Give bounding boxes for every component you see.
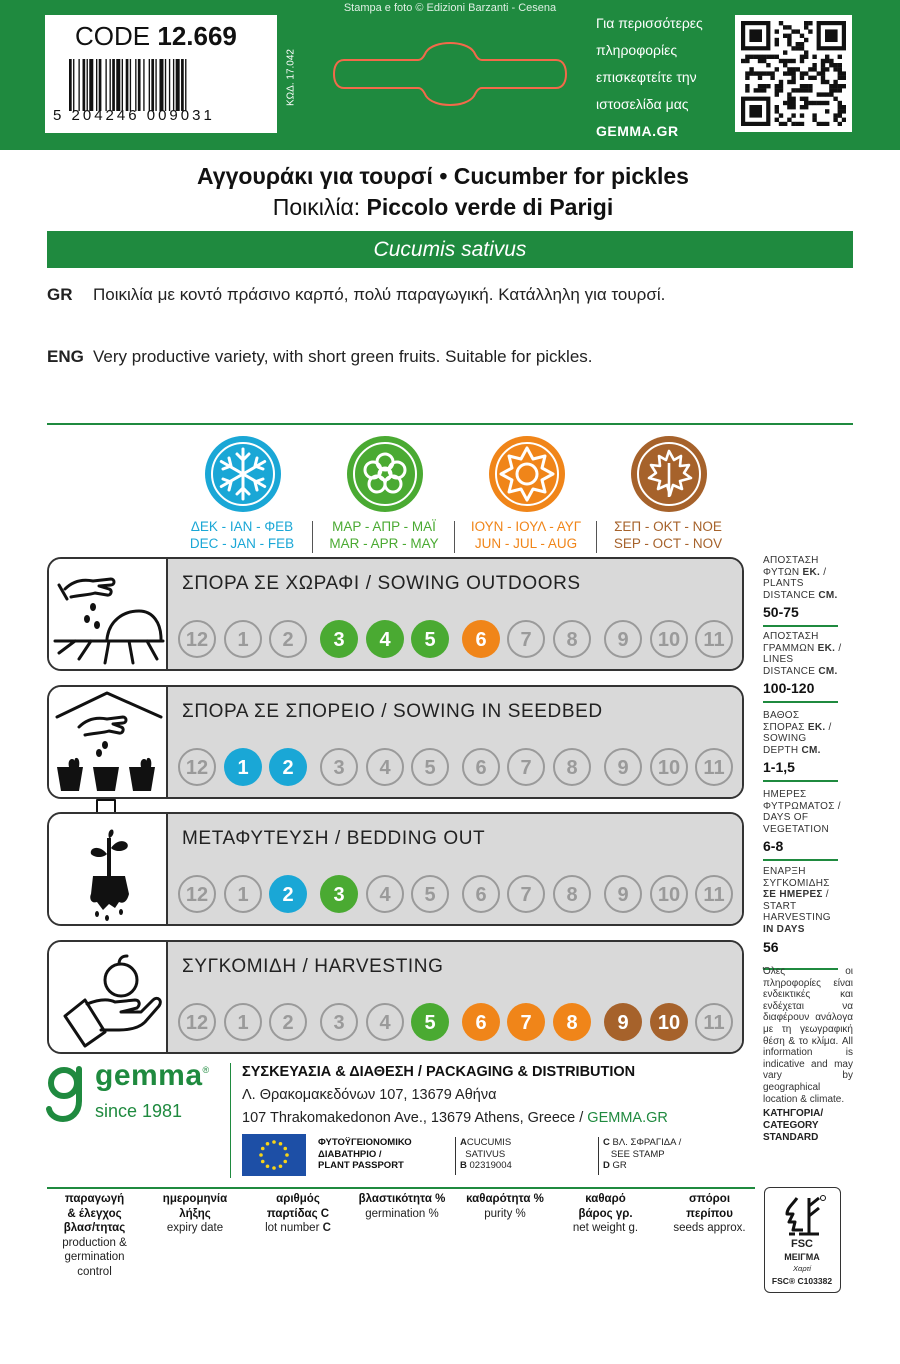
sowing-outdoors-panel: [168, 559, 742, 669]
month-1: 1: [224, 620, 262, 658]
fsc-tree-icon: [773, 1194, 833, 1238]
description-en: ENG Very productive variety, with short green fruits. Suitable for pickles.: [47, 347, 593, 366]
plant-passport-cd: C ΒΛ. ΣΦΡΑΓΙΔΑ / SEE STAMP D GR: [598, 1137, 681, 1175]
parameter-value: 1-1,5: [763, 759, 795, 776]
month-7: 7: [507, 620, 545, 658]
batch-field-1: ημερομηνία λήξης expiry date: [162, 1193, 228, 1234]
season-separator: [454, 521, 455, 553]
season-separator: [312, 521, 313, 553]
month-5: 5: [411, 748, 449, 786]
batch-field-5: καθαρό βάρος γρ. net weight g.: [572, 1193, 639, 1234]
variety-line: Ποικιλία: Piccolo verde di Parigi: [272, 194, 614, 220]
month-4: 4: [366, 1003, 404, 1041]
category: ΚΑΤΗΓΟΡΙΑ/ CATEGORY STANDARD: [763, 1108, 824, 1143]
parameter-value: 50-75: [763, 604, 799, 621]
month-1-active: 1: [224, 748, 262, 786]
divider: [763, 625, 838, 627]
printer-credit: Stampa e foto © Edizioni Barzanti - Cesena: [343, 2, 557, 14]
month-11: 11: [695, 875, 733, 913]
month-1: 1: [224, 875, 262, 913]
month-7-active: 7: [507, 1003, 545, 1041]
month-1: 1: [224, 1003, 262, 1041]
season-separator: [596, 521, 597, 553]
plant-passport-ab: ACUCUMIS SATIVUS B 02319004: [455, 1137, 512, 1175]
parameter-3: ΗΜΕΡΕΣ ΦΥΤΡΩΜΑΤΟΣ / DAYS OF VEGETATION 6-8: [763, 789, 843, 854]
month-10: 10: [650, 748, 688, 786]
bedding-out-panel: [168, 814, 742, 924]
divider: [47, 423, 853, 425]
latin-name: Cucumis sativus: [373, 238, 527, 261]
month-3: 3: [320, 1003, 358, 1041]
packaging-title: ΣΥΣΚΕΥΑΣΙΑ & ΔΙΑΘΕΣΗ / PACKAGING & DISTRIBUTION: [242, 1064, 636, 1080]
eu-flag-icon: [242, 1134, 306, 1176]
month-10: 10: [650, 620, 688, 658]
address-en: 107 Thrakomakedonon Ave., 13679 Athens, Greece / GEMMA.GR: [242, 1110, 668, 1126]
batch-field-0: παραγωγή & έλεγχος βλασ/τητας production & germination control: [62, 1193, 127, 1278]
address-gr: Λ. Θρακομακεδόνων 107, 13679 Αθήνα: [242, 1087, 497, 1103]
month-2-active: 2: [269, 748, 307, 786]
gemma-logo-icon: [45, 1063, 85, 1127]
month-6: 6: [462, 875, 500, 913]
harvest-hand-icon: [49, 942, 168, 1052]
leaf-icon: [630, 435, 708, 513]
month-5-active: 5: [411, 620, 449, 658]
month-4: 4: [366, 875, 404, 913]
divider: [763, 780, 838, 782]
month-3-active: 3: [320, 875, 358, 913]
parameter-value: 56: [763, 938, 779, 955]
divider: [230, 1063, 231, 1178]
month-5: 5: [411, 875, 449, 913]
sowing-field-icon: [49, 559, 168, 669]
row-bedding-out: [47, 812, 744, 926]
variety-name: Piccolo verde di Parigi: [366, 194, 614, 220]
month-8: 8: [553, 875, 591, 913]
month-3-active: 3: [320, 620, 358, 658]
qr-code[interactable]: [735, 15, 852, 132]
activity-title: ΣΠΟΡΑ ΣΕ ΧΩΡΑΦΙ / SOWING OUTDOORS: [182, 573, 581, 594]
disclaimer: Όλες οι πληροφορίες είναι ενδεικτικές και ενδέχεται να διαφέρουν ανάλογα με τη γεωγραφική θέση & το κλίμα. All information is indicative and may vary by geographical location & climate.: [763, 966, 853, 1105]
activity-title: ΣΠΟΡΑ ΣΕ ΣΠΟΡΕΙΟ / SOWING IN SEEDBED: [182, 701, 603, 722]
website-link[interactable]: GEMMA.GR: [596, 123, 679, 139]
product-code: [75, 21, 237, 52]
seedbed-icon: [49, 687, 168, 797]
sun-icon: [488, 435, 566, 513]
month-6-active: 6: [462, 1003, 500, 1041]
month-5-active: 5: [411, 1003, 449, 1041]
description-gr: GR Ποικιλία με κοντό πράσινο καρπό, πολύ παραγωγική. Κατάλληλη για τουρσί.: [47, 285, 666, 304]
month-2: 2: [269, 1003, 307, 1041]
harvesting-panel: [168, 942, 742, 1052]
month-4: 4: [366, 748, 404, 786]
month-10: 10: [650, 875, 688, 913]
month-2: 2: [269, 620, 307, 658]
month-4-active: 4: [366, 620, 404, 658]
row-sowing-seedbed: [47, 685, 744, 799]
month-11: 11: [695, 1003, 733, 1041]
batch-field-6: σπόροι περίπου seeds approx.: [673, 1193, 746, 1234]
month-7: 7: [507, 875, 545, 913]
website-link[interactable]: GEMMA.GR: [587, 1110, 668, 1126]
month-12: 12: [178, 748, 216, 786]
row-harvesting: [47, 940, 744, 1054]
month-9: 9: [604, 620, 642, 658]
product-title: Αγγουράκι για τουρσί • Cucumber for pickles: [197, 163, 689, 189]
month-11: 11: [695, 620, 733, 658]
month-2-active: 2: [269, 875, 307, 913]
month-12: 12: [178, 620, 216, 658]
flower-icon: [346, 435, 424, 513]
divider: [763, 859, 838, 861]
month-7: 7: [507, 748, 545, 786]
batch-field-2: αριθμός παρτίδας C lot number C: [265, 1193, 331, 1234]
parameter-1: ΑΠΟΣΤΑΣΗ ΓΡΑΜΜΩΝ ΕΚ. / LINES DISTANCE CM. 100-120: [763, 631, 842, 697]
header-band: [0, 0, 900, 150]
batch-field-3: βλαστικότητα % germination %: [358, 1193, 446, 1220]
month-12: 12: [178, 1003, 216, 1041]
code-number: 12.669: [157, 21, 237, 51]
fsc-badge: FSC ΜΕΙΓΜΑ Χαρτί FSC® C103382: [764, 1187, 841, 1293]
brand-name: gemma®: [95, 1059, 210, 1092]
barcode-label: [45, 15, 277, 133]
snowflake-icon: [204, 435, 282, 513]
month-9-active: 9: [604, 1003, 642, 1041]
month-9: 9: [604, 875, 642, 913]
latin-name-band: [47, 231, 853, 268]
barcode-icon: [69, 55, 269, 115]
more-info: Για περισσότερες πληροφορίες επισκεφτείτε την ιστοσελίδα μας GEMMA.GR: [596, 10, 731, 145]
brand-since: since 1981: [95, 1101, 183, 1121]
parameter-4: ΕΝΑΡΞΗ ΣΥΓΚΟΜΙΔΗΣ ΣΕ ΗΜΕΡΕΣ / START HARVESTING IN DAYS 56: [763, 866, 843, 955]
month-12: 12: [178, 875, 216, 913]
month-8: 8: [553, 620, 591, 658]
kod-code: ΚΩΔ. 17.042: [285, 49, 297, 106]
batch-field-4: καθαρότητα % purity %: [466, 1193, 544, 1220]
month-3: 3: [320, 748, 358, 786]
code-label: CODE: [75, 21, 151, 51]
qr-code-icon: [741, 21, 846, 126]
month-10-active: 10: [650, 1003, 688, 1041]
row-sowing-outdoors: [47, 557, 744, 671]
activity-title: ΣΥΓΚΟΜΙΔΗ / HARVESTING: [182, 956, 444, 977]
hanger-hole-icon: [330, 38, 570, 110]
parameter-0: ΑΠΟΣΤΑΣΗ ΦΥΤΩΝ ΕΚ. / PLANTS DISTANCE CM. 50-75: [763, 555, 843, 620]
parameter-value: 6-8: [763, 838, 784, 855]
month-8: 8: [553, 748, 591, 786]
ean-number: 5 204246 009031: [53, 107, 215, 124]
sowing-seedbed-panel: [168, 687, 742, 797]
month-6-active: 6: [462, 620, 500, 658]
parameter-2: ΒΑΘΟΣ ΣΠΟΡΑΣ ΕΚ. / SOWING DEPTH CM. 1-1,5: [763, 710, 843, 775]
plant-passport-label: ΦΥΤΟΫΓΕΙΟΝΟΜΙΚΟ ΔΙΑΒΑΤΗΡΙΟ / PLANT PASSPORT: [318, 1137, 412, 1171]
month-9: 9: [604, 748, 642, 786]
month-11: 11: [695, 748, 733, 786]
month-8-active: 8: [553, 1003, 591, 1041]
seedling-icon: [49, 814, 168, 924]
month-6: 6: [462, 748, 500, 786]
divider: [47, 1187, 755, 1189]
parameter-value: 100-120: [763, 680, 815, 697]
activity-title: ΜΕΤΑΦΥΤΕΥΣΗ / BEDDING OUT: [182, 828, 486, 849]
divider: [763, 701, 838, 703]
